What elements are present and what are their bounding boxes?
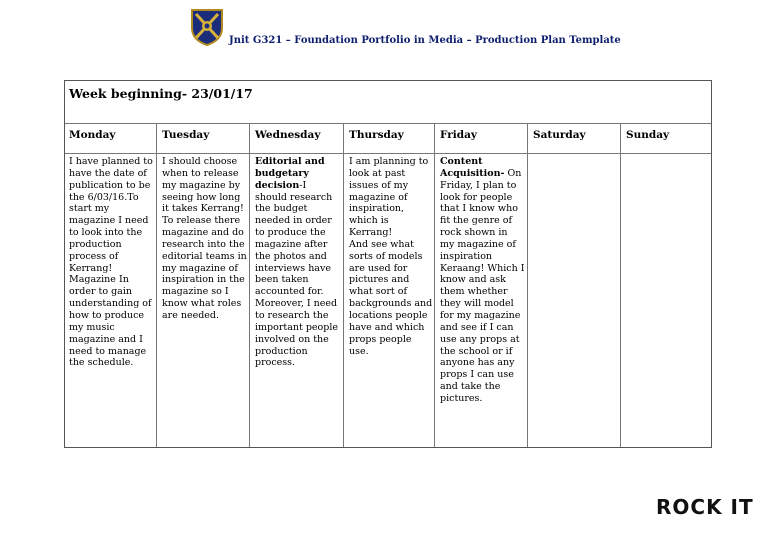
day-name: Saturday [533,129,586,141]
cell-wednesday [249,153,343,447]
day-header-row [65,123,711,154]
cell-friday [434,153,527,447]
cell-thursday-text: I am planning to look at past issues of my magazine of inspiration, which is Kerrang! And see what sorts of models are used for pictures and what sort of backgrounds and locations people have and which props people use. [349,156,433,357]
cell-friday-text [440,156,525,405]
day-header-wednesday [249,123,343,153]
cell-friday-heading: Content Acquisition- [440,156,505,179]
cell-wednesday-text [255,156,338,369]
cell-thursday [343,153,434,447]
day-name: Wednesday [255,129,321,141]
day-header-tuesday [156,123,249,153]
cell-tuesday [156,153,249,447]
rock-it-logo: ROCK IT [656,495,754,519]
day-name: Sunday [626,129,670,141]
cell-sunday [620,153,711,447]
cell-friday-body: On Friday, I plan to look for people that I know who fit the genre of rock shown in my magazine of inspiration Keraang! Which I know and ask them whether they will model for my magazine and see if I can use any props at the school or if anyone has any props I can use and take the pictures. [440,167,525,404]
cell-saturday [527,153,620,447]
week-row [65,81,711,124]
day-header-thursday [343,123,434,153]
plan-body-row [65,153,711,447]
day-header-monday [65,123,156,153]
day-name: Thursday [349,129,404,141]
cell-monday [65,153,156,447]
school-crest-icon [190,8,224,46]
production-plan-table [64,80,712,448]
cell-monday-text: I have planned to have the date of publication to be the 6/03/16.To start my magazine I need to look into the production process of Kerrang! Magazine In order to gain understanding of how to produce my music magazine and I need to manage the schedule. [69,156,153,369]
cell-wednesday-body: -I should research the budget needed in order to produce the magazine after the photos and interviews have been taken accounted for. Moreover, I need to research the important people involved on the production process. [255,179,338,369]
day-header-sunday [620,123,711,153]
cell-wednesday-heading: Editorial and budgetary decision [255,156,325,191]
day-name: Tuesday [162,129,210,141]
cell-tuesday-text: I should choose when to release my magazine by seeing how long it takes Kerrang! To release there magazine and do research into the editorial teams in my magazine of inspiration in the magazine so I know what roles are needed. [162,156,247,321]
day-name: Monday [69,129,116,141]
day-header-friday [434,123,527,153]
day-name: Friday [440,129,478,141]
day-header-saturday [527,123,620,153]
week-beginning-label: Week beginning- 23/01/17 [69,86,253,101]
document-title: Jnit G321 – Foundation Portfolio in Media – Production Plan Template [229,35,621,46]
